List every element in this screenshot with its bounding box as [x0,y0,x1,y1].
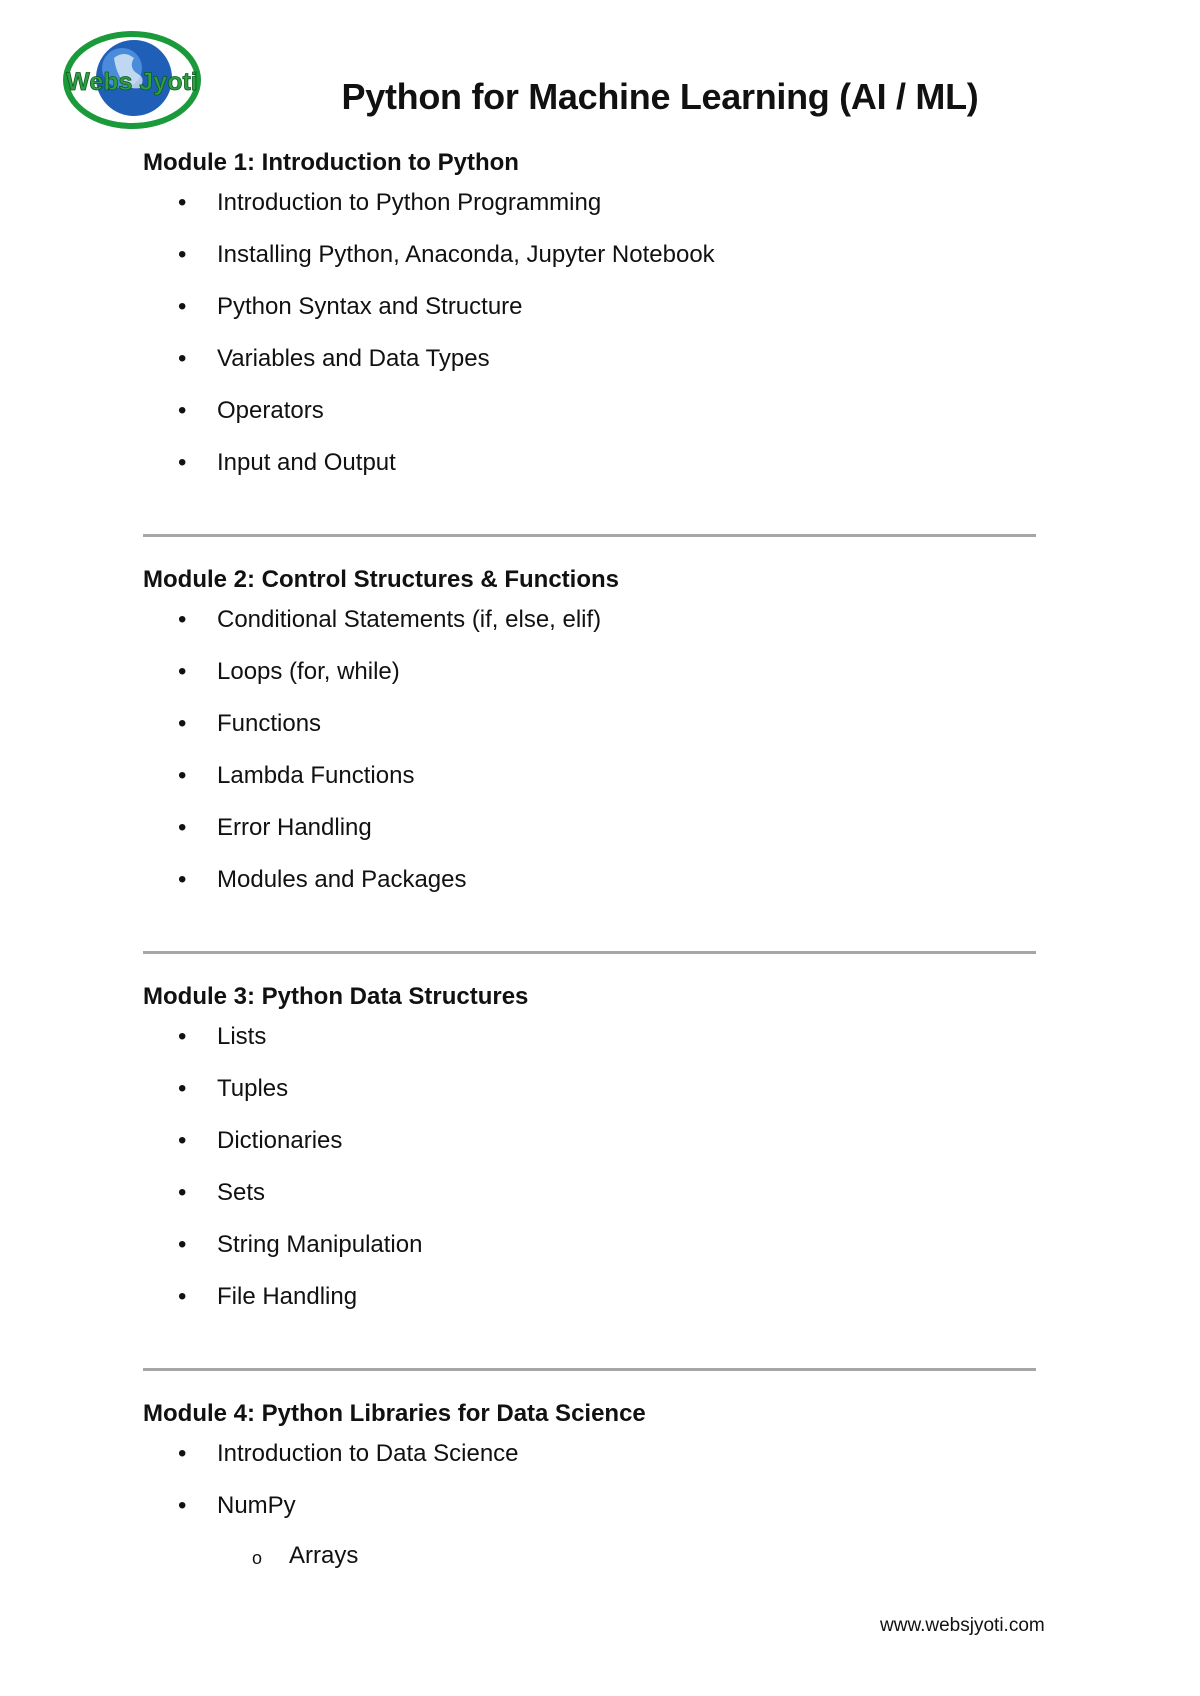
bullet-icon: • [178,1492,187,1519]
module-1-list [143,188,1043,500]
list-item: • Variables and Data Types [178,345,490,372]
bullet-icon: • [178,1231,187,1258]
bullet-icon: • [178,449,187,476]
list-item: • Operators [178,397,324,424]
bullet-icon: • [178,606,187,633]
footer-website[interactable]: www.websjyoti.com [880,1615,1045,1636]
section-divider [143,1368,1036,1371]
list-item: • Lambda Functions [178,762,415,789]
sub-list-item: o Arrays [143,1541,1043,1593]
bullet-icon: • [178,1283,187,1310]
list-item: • File Handling [178,1283,358,1310]
bullet-icon: • [178,814,187,841]
module-3 [143,982,1043,1334]
list-item: • Error Handling [178,814,372,841]
bullet-icon: • [178,293,187,320]
module-1 [143,148,1043,500]
list-item: • Conditional Statements (if, else, elif) [178,606,602,633]
module-3-list [143,1022,1043,1334]
list-item: • Loops (for, while) [178,658,400,685]
module-4 [143,1399,1043,1593]
bullet-icon: • [178,1179,187,1206]
module-4-list [143,1439,1043,1543]
bullet-icon: • [178,1075,187,1102]
list-item: • Tuples [178,1075,289,1102]
list-item: • Input and Output [178,449,396,476]
list-item: • Installing Python, Anaconda, Jupyter Notebook [178,241,715,268]
module-4-sublist [143,1541,1043,1593]
bullet-icon: • [178,866,187,893]
module-heading: Module 4: Python Libraries for Data Science [143,1400,646,1427]
list-item: • Python Syntax and Structure [178,293,523,320]
list-item: • Modules and Packages [178,866,467,893]
bullet-icon: • [178,397,187,424]
bullet-icon: • [178,658,187,685]
module-2 [143,565,1043,917]
list-item: • Introduction to Data Science [178,1440,519,1467]
module-heading: Module 3: Python Data Structures [143,983,529,1010]
bullet-icon: • [178,189,187,216]
list-item: • Dictionaries [178,1127,343,1154]
module-heading: Module 1: Introduction to Python [143,149,519,176]
list-item: • Lists [178,1023,267,1050]
list-item: • Sets [178,1179,266,1206]
section-divider [143,534,1036,537]
logo-text: Webs Jyoti [66,68,198,96]
bullet-icon: • [178,762,187,789]
page-title: Python for Machine Learning (AI / ML) [341,76,979,117]
bullet-icon: • [178,241,187,268]
list-item: • String Manipulation [178,1231,423,1258]
list-item: • NumPy [178,1492,296,1519]
bullet-icon: • [178,1440,187,1467]
module-2-list [143,605,1043,917]
bullet-icon: • [178,1023,187,1050]
module-heading: Module 2: Control Structures & Functions [143,566,620,593]
list-item: • Introduction to Python Programming [178,189,602,216]
bullet-icon: • [178,345,187,372]
bullet-icon: • [178,1127,187,1154]
list-item: • Functions [178,710,322,737]
bullet-icon: • [178,710,187,737]
circle-bullet-icon: o [252,1548,263,1568]
section-divider [143,951,1036,954]
